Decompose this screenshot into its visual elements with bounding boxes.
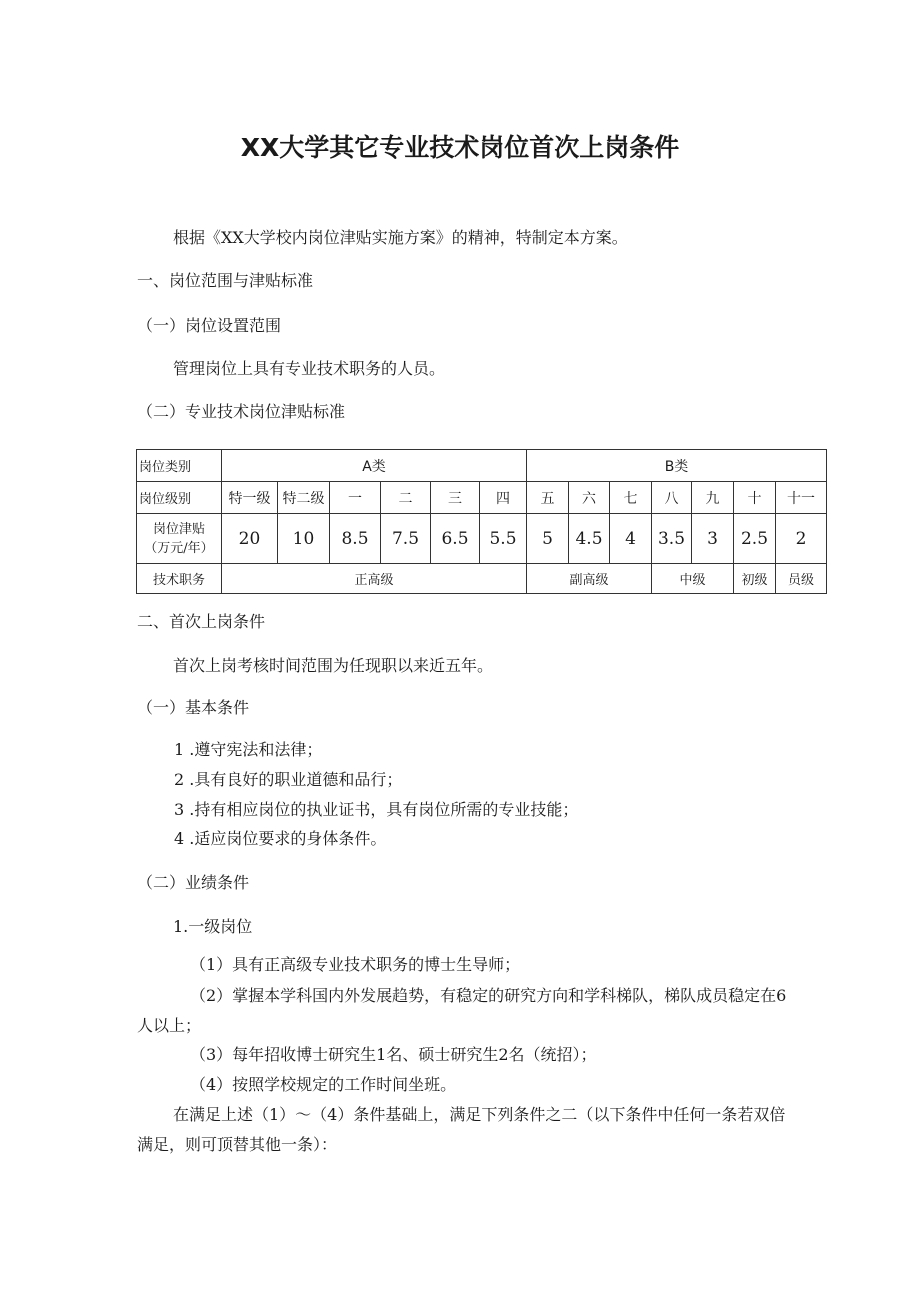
level-heading: 1.一级岗位	[173, 917, 253, 936]
category-b: B类	[527, 450, 827, 482]
row-label-title: 技术职务	[137, 564, 222, 594]
row-label-allowance-line2: （万元/年）	[144, 540, 214, 556]
amount-cell: 4.5	[569, 514, 610, 564]
title-cell-senior: 正高级	[222, 564, 527, 594]
subsection-heading-1-2: （二）专业技术岗位津贴标准	[137, 402, 346, 421]
list-item: （2）掌握本学科国内外发展趋势，有稳定的研究方向和学科梯队，梯队成员稳定在6	[190, 986, 787, 1005]
level-cell: 二	[381, 482, 431, 514]
row-label-level: 岗位级别	[137, 482, 222, 514]
section-heading-1: 一、岗位范围与津贴标准	[137, 271, 314, 290]
title-cell-staff: 员级	[776, 564, 827, 594]
amount-cell: 5.5	[480, 514, 527, 564]
level-cell: 五	[527, 482, 569, 514]
amount-cell: 2.5	[734, 514, 776, 564]
amount-cell: 10	[278, 514, 330, 564]
list-item: 1 .遵守宪法和法律；	[174, 740, 323, 759]
level-cell: 八	[652, 482, 692, 514]
section-heading-2: 二、首次上岗条件	[137, 612, 266, 631]
level-cell: 九	[692, 482, 734, 514]
level-cell: 特二级	[278, 482, 330, 514]
list-item: 3 .持有相应岗位的执业证书，具有岗位所需的专业技能；	[174, 800, 579, 819]
title-cell-associate: 副高级	[527, 564, 652, 594]
subsection-text-1-1: 管理岗位上具有专业技术职务的人员。	[173, 359, 446, 378]
subsection-heading-1-1: （一）岗位设置范围	[137, 316, 282, 335]
level-cell: 一	[330, 482, 381, 514]
title-cell-junior: 初级	[734, 564, 776, 594]
amount-cell: 20	[222, 514, 278, 564]
list-item: 2 .具有良好的职业道德和品行；	[174, 770, 403, 789]
level-cell: 十	[734, 482, 776, 514]
intro-paragraph: 根据《XX大学校内岗位津贴实施方案》的精神，特制定本方案。	[173, 228, 628, 247]
amount-cell: 3.5	[652, 514, 692, 564]
section-text-2: 首次上岗考核时间范围为任现职以来近五年。	[173, 656, 494, 675]
level-cell: 十一	[776, 482, 827, 514]
level-cell: 六	[569, 482, 610, 514]
level-cell: 三	[431, 482, 480, 514]
condition-paragraph-line1: 在满足上述（1）～（4）条件基础上，满足下列条件之二（以下条件中任何一条若双倍	[173, 1105, 786, 1124]
amount-cell: 5	[527, 514, 569, 564]
table-row	[137, 450, 827, 482]
row-label-allowance-line1: 岗位津贴	[152, 521, 205, 537]
level-cell: 七	[610, 482, 652, 514]
level-cell: 特一级	[222, 482, 278, 514]
table-row	[137, 514, 827, 564]
list-item-continuation: 人以上；	[137, 1016, 202, 1035]
row-label-allowance	[137, 514, 222, 564]
amount-cell: 7.5	[381, 514, 431, 564]
list-item: （1）具有正高级专业技术职务的博士生导师；	[190, 955, 521, 974]
list-item: 4 .适应岗位要求的身体条件。	[174, 829, 387, 848]
category-a: A类	[222, 450, 527, 482]
condition-paragraph-line2: 满足，则可顶替其他一条）：	[137, 1135, 338, 1154]
list-item: （4）按照学校规定的工作时间坐班。	[190, 1075, 457, 1094]
table-row	[137, 482, 827, 514]
level-cell: 四	[480, 482, 527, 514]
amount-cell: 6.5	[431, 514, 480, 564]
amount-cell: 8.5	[330, 514, 381, 564]
page-title: XX大学其它专业技术岗位首次上岗条件	[240, 133, 680, 162]
amount-cell: 2	[776, 514, 827, 564]
title-cell-intermediate: 中级	[652, 564, 734, 594]
allowance-table	[136, 449, 827, 594]
list-item: （3）每年招收博士研究生1名、硕士研究生2名（统招）；	[190, 1045, 597, 1064]
amount-cell: 4	[610, 514, 652, 564]
amount-cell: 3	[692, 514, 734, 564]
row-label-category: 岗位类别	[137, 450, 222, 482]
subsection-heading-2-2: （二）业绩条件	[137, 873, 250, 892]
table-row	[137, 564, 827, 594]
subsection-heading-2-1: （一）基本条件	[137, 698, 250, 717]
